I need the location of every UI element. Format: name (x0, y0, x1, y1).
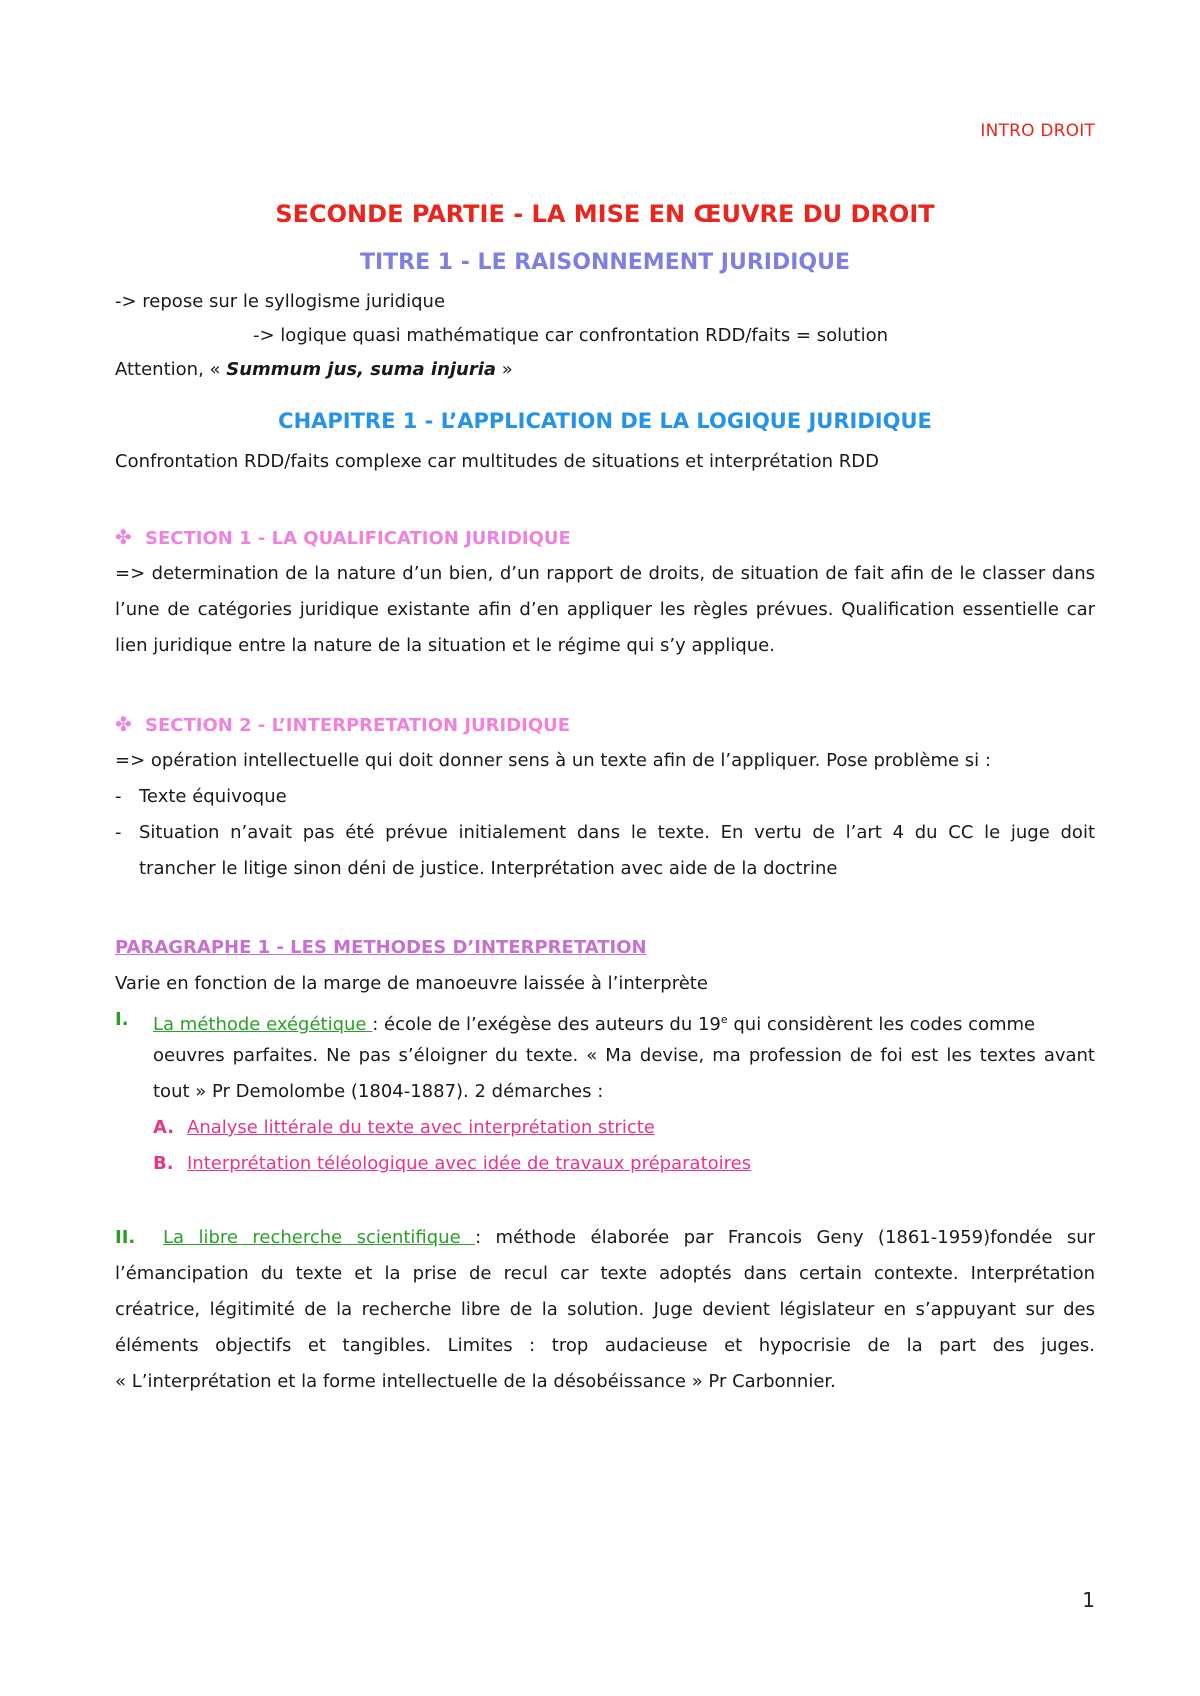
chapter-intro: Confrontation RDD/faits complexe car multitudes de situations et interprétation RDD (115, 451, 879, 472)
dash-bullet-icon: - (115, 822, 122, 843)
titre-heading: TITRE 1 - LE RAISONNEMENT JURIDIQUE (359, 250, 851, 275)
intro-line-2: -> logique quasi mathématique car confrontation RDD/faits = solution (253, 325, 889, 346)
method-2-line-4: éléments objectifs et tangibles. Limites : trop audacieuse et hypocrisie de la part des juges. (115, 1335, 1095, 1356)
section-1-line-1: => determination de la nature d’un bien, d’un rapport de droits, de situation de fait afin de le classer dans (115, 563, 1095, 584)
page-header: INTRO DROIT (980, 121, 1095, 141)
sub-b-text: Interprétation téléologique avec idée de travaux préparatoires (187, 1153, 752, 1174)
section-2-line-1: => opération intellectuelle qui doit donner sens à un texte afin de l’appliquer. Pose problème si : (115, 750, 991, 771)
attention-prefix: Attention, « (115, 359, 227, 380)
bullet-2-text-line-1: Situation n’avait pas été prévue initialement dans le texte. En vertu de l’art 4 du CC le juge doit (139, 822, 1095, 843)
method-2-line-3: créatrice, légitimité de la recherche libre de la solution. Juge devient législateur en s’appuyant sur des (115, 1299, 1095, 1320)
bullet-item (115, 785, 1095, 809)
page-number: 1 (1082, 1588, 1095, 1612)
method-1-line-2: oeuvres parfaites. Ne pas s’éloigner du texte. « Ma devise, ma profession de foi est les textes avant (153, 1045, 1095, 1066)
bullet-item (115, 821, 1095, 845)
section-2-title: SECTION 2 - L’INTERPRETATION JURIDIQUE (145, 715, 571, 736)
method-1-desc: : école de l’exégèse des auteurs du 19 (372, 1014, 721, 1035)
section-1-line-2: l’une de catégories juridique existante afin d’en appliquer les règles prévues. Qualification essentielle car (115, 599, 1095, 620)
sub-a-text: Analyse littérale du texte avec interprétation stricte (187, 1117, 655, 1138)
chapter-heading: CHAPITRE 1 - L’APPLICATION DE LA LOGIQUE JURIDIQUE (278, 409, 932, 433)
method-2-line-2: l’émancipation du texte et la prise de recul car texte adoptés dans certain contexte. Interprétation (115, 1263, 1095, 1284)
bullet-2-text-line-2: trancher le litige sinon déni de justice. Interprétation avec aide de la doctrine (139, 858, 838, 879)
dash-bullet-icon: - (115, 786, 122, 807)
bullet-1-text: Texte équivoque (139, 786, 287, 807)
method-1-line-1-content (153, 1008, 1095, 1037)
attention-line (115, 358, 1095, 382)
section-1-heading (115, 525, 1095, 551)
method-2-name: La libre recherche scientifique (163, 1227, 476, 1248)
method-1-desc-end: qui considèrent les codes comme (727, 1014, 1036, 1035)
intro-line-1: -> repose sur le syllogisme juridique (115, 291, 446, 312)
method-1-line-3: tout » Pr Demolombe (1804-1887). 2 démarches : (153, 1081, 604, 1102)
clover-icon: ✤ (115, 525, 132, 549)
section-2-heading (115, 712, 1095, 738)
section-1-title: SECTION 1 - LA QUALIFICATION JURIDIQUE (145, 528, 571, 549)
latin-quote: Summum jus, suma injuria (226, 359, 497, 380)
section-1-line-3: lien juridique entre la nature de la situation et le régime qui s’y applique. (115, 635, 775, 656)
paragraph-intro: Varie en fonction de la marge de manoeuvre laissée à l’interprète (115, 973, 708, 994)
method-1-number: I. (115, 1009, 129, 1030)
method-2-line-1-content (163, 1226, 1095, 1250)
method-2-number: II. (115, 1227, 136, 1248)
method-2-desc: : méthode élaborée par Francois Geny (1861-1959)fondée sur (475, 1227, 1096, 1248)
method-2-line-5: « L’interprétation et la forme intellectuelle de la désobéissance » Pr Carbonnier. (115, 1371, 836, 1392)
method-1-sup: e (720, 1013, 728, 1026)
method-1-name: La méthode exégétique (153, 1014, 373, 1035)
attention-suffix: » (496, 359, 513, 380)
sub-a-letter: A. (153, 1117, 175, 1138)
paragraph-heading: PARAGRAPHE 1 - LES METHODES D’INTERPRETATION (115, 937, 647, 958)
clover-icon: ✤ (115, 712, 132, 736)
part-title: SECONDE PARTIE - LA MISE EN ŒUVRE DU DROIT (275, 200, 935, 228)
sub-b-letter: B. (153, 1153, 174, 1174)
